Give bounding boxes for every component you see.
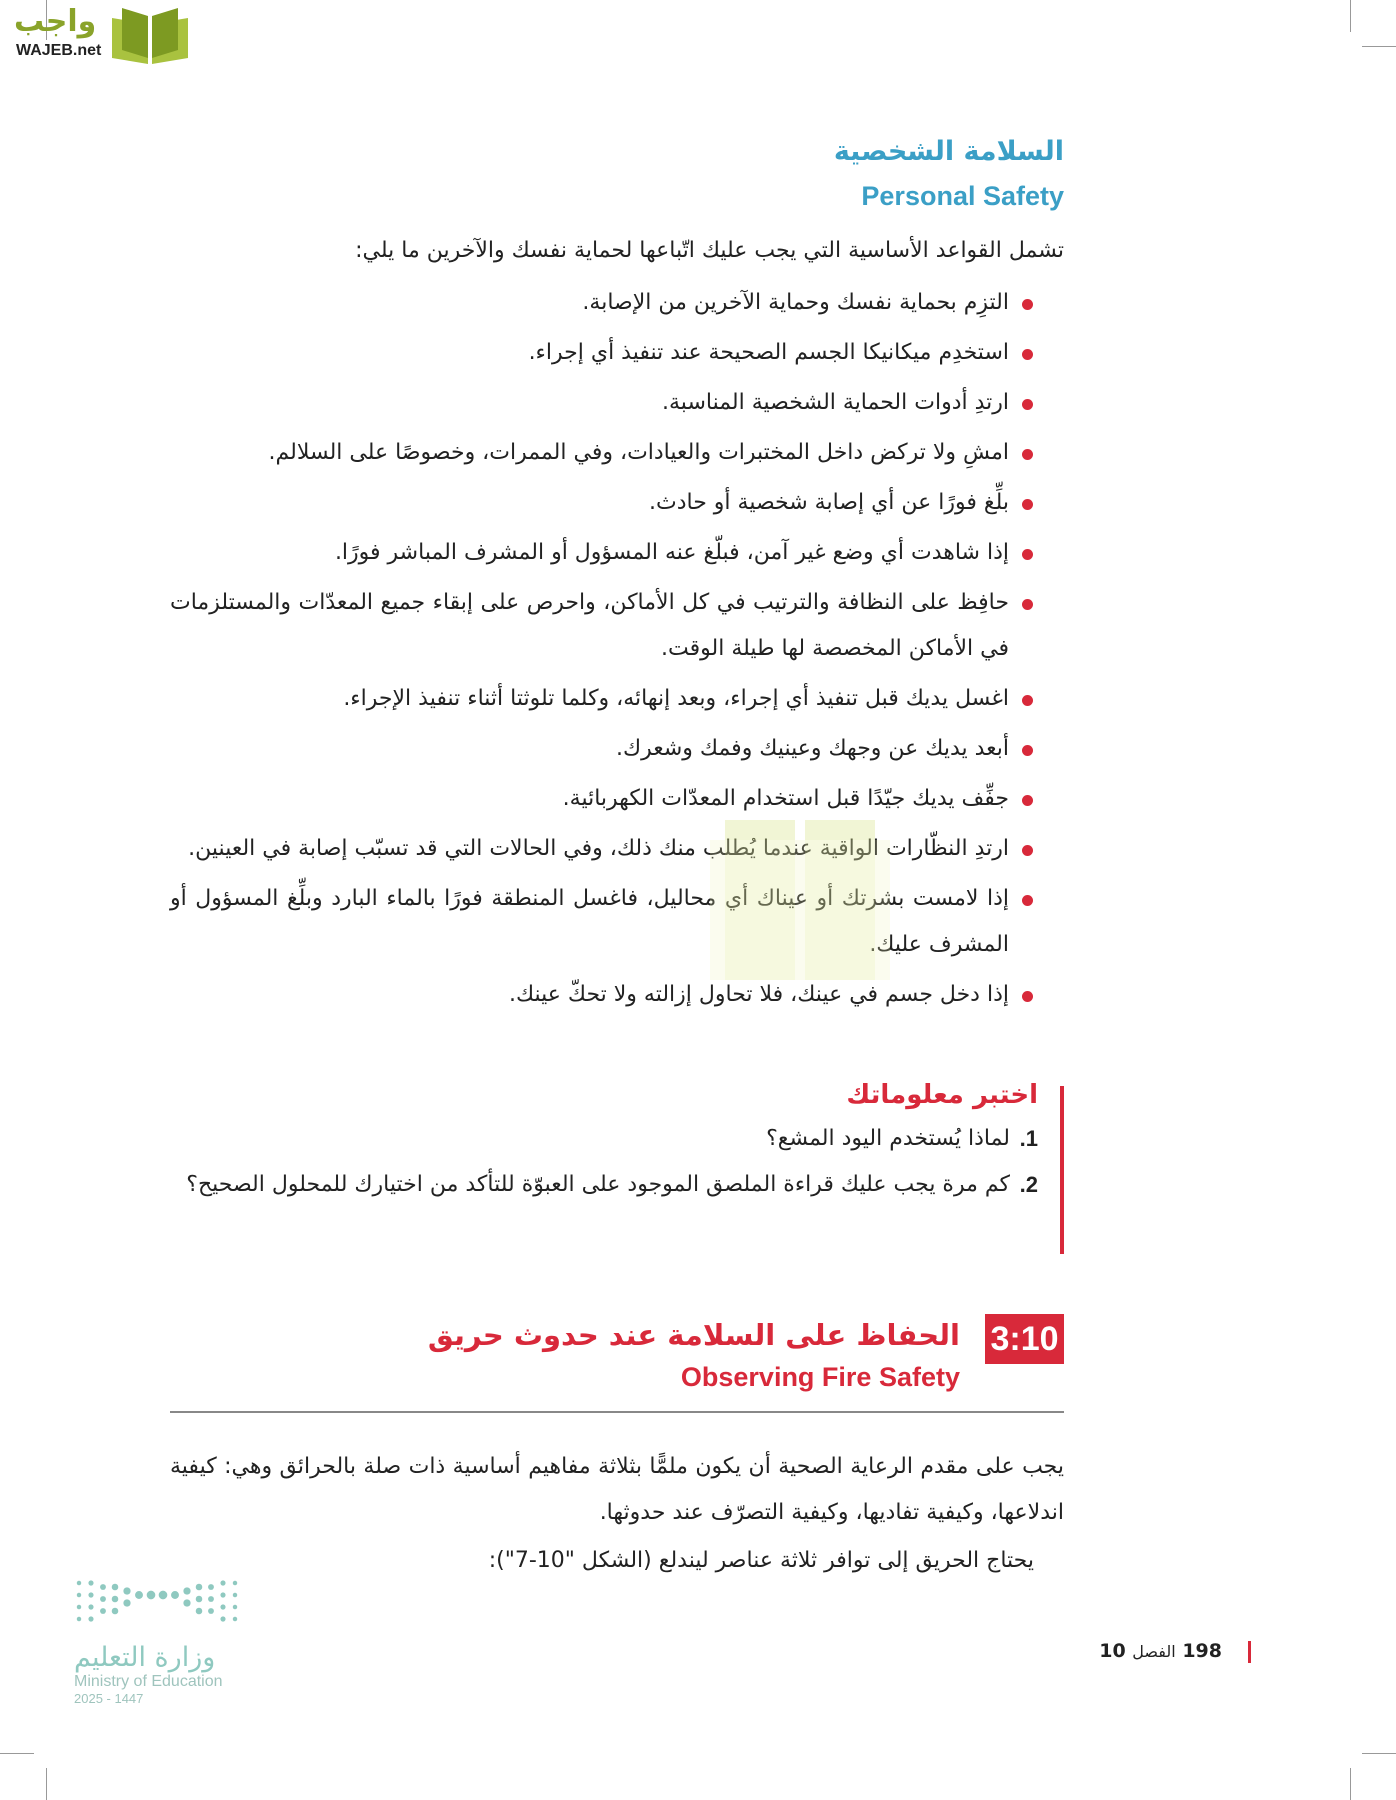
chapter-number: 10 (1099, 1640, 1126, 1662)
ministry-year: 2025 - 1447 (74, 1691, 144, 1706)
logo-dot (208, 1608, 214, 1614)
logo-dot (77, 1605, 81, 1609)
logo-dot (196, 1596, 203, 1603)
logo-dot (208, 1596, 214, 1602)
safety-rule (170, 480, 1035, 526)
fire-elements-text: يحتاج الحريق إلى توافر ثلاثة عناصر ليندلع (الشكل "10-7"): (488, 1548, 1034, 1573)
logo-dot (88, 1592, 93, 1597)
logo-dot (123, 1587, 130, 1594)
logo-dot (88, 1580, 93, 1585)
quiz-question (170, 1116, 1038, 1162)
bullet-icon (1022, 599, 1033, 610)
logo-dot (88, 1616, 93, 1621)
safety-rule (170, 380, 1035, 426)
logo-dot (100, 1584, 106, 1590)
safety-rule (170, 430, 1035, 476)
question-text: لماذا يُستخدم اليود المشع؟ (766, 1126, 1010, 1151)
safety-rule (170, 776, 1035, 822)
logo-dot (77, 1617, 81, 1621)
logo-dot (159, 1591, 168, 1600)
bullet-icon (1022, 549, 1033, 560)
intro-text: تشمل القواعد الأساسية التي يجب عليك اتّباعها لحماية نفسك والآخرين ما يلي: (355, 238, 1064, 263)
quiz-accent-bar (1060, 1086, 1064, 1254)
bullet-icon (1022, 991, 1033, 1002)
safety-rule (170, 876, 1035, 968)
open-book-icon (108, 6, 192, 66)
safety-rule-text: اغسل يديك قبل تنفيذ أي إجراء، وبعد إنهائه، وكلما تلوثتا أثناء تنفيذ الإجراء. (343, 686, 1009, 711)
logo-latin: WAJEB.net (16, 42, 102, 59)
safety-rule-text: إذا لامست بشرتك أو عيناك أي محاليل، فاغسل المنطقة فورًا بالماء البارد وبلِّغ المسؤول أو المشرف عليك. (170, 886, 1009, 957)
wajeb-logo[interactable] (8, 4, 193, 66)
section-title-arabic: الحفاظ على السلامة عند حدوث حريق (427, 1318, 960, 1352)
section-title-arabic: السلامة الشخصية (833, 136, 1064, 167)
safety-rules-list (170, 280, 1035, 1022)
logo-dot (220, 1592, 225, 1597)
question-number: 1. (1019, 1126, 1038, 1151)
fire-paragraph: يجب على مقدم الرعاية الصحية أن يكون ملمًّا بثلاثة مفاهيم أساسية ذات صلة بالحرائق وهي: كيفية اندلاعها، وكيفية تفاديها، وكيفية التصرّف عند حدوثها. (170, 1454, 1064, 1525)
quiz-box (170, 1080, 1064, 1208)
bullet-icon (1022, 795, 1033, 806)
quiz-question (170, 1162, 1038, 1208)
logo-dot (220, 1580, 225, 1585)
bullet-icon (1022, 895, 1033, 906)
footer-accent-bar (1248, 1641, 1251, 1663)
logo-dot (88, 1604, 93, 1609)
safety-rule (170, 330, 1035, 376)
logo-dot (233, 1617, 237, 1621)
logo-dot (112, 1596, 119, 1603)
question-number: 2. (1019, 1172, 1038, 1197)
logo-dot (233, 1581, 237, 1585)
logo-dot (77, 1581, 81, 1585)
section-number-badge: 3:10 (985, 1314, 1064, 1364)
logo-dot (220, 1604, 225, 1609)
safety-rule-text: إذا دخل جسم في عينك، فلا تحاول إزالته ولا تحكّ عينك. (508, 982, 1009, 1007)
safety-rule-text: بلِّغ فورًا عن أي إصابة شخصية أو حادث. (649, 490, 1009, 515)
safety-rule (170, 580, 1035, 672)
crop-mark (1362, 1753, 1396, 1754)
bullet-icon (1022, 499, 1033, 510)
ministry-logo (74, 1578, 254, 1706)
logo-dot (171, 1591, 179, 1599)
safety-rule (170, 530, 1035, 576)
logo-dot (183, 1599, 190, 1606)
logo-dot (208, 1584, 214, 1590)
bullet-icon (1022, 399, 1033, 410)
safety-rule (170, 726, 1035, 772)
bullet-icon (1022, 299, 1033, 310)
crop-mark (1362, 46, 1396, 47)
logo-dot (220, 1616, 225, 1621)
logo-dot (196, 1584, 203, 1591)
safety-rule (170, 826, 1035, 872)
crop-mark (1350, 1768, 1351, 1800)
ministry-name-english: Ministry of Education (74, 1673, 223, 1690)
logo-dot (147, 1591, 156, 1600)
section-divider (170, 1411, 1064, 1413)
crop-mark (1350, 0, 1351, 32)
safety-rule-text: إذا شاهدت أي وضع غير آمن، فبلّغ عنه المسؤول أو المشرف المباشر فورًا. (334, 540, 1009, 565)
safety-rule-text: التزِم بحماية نفسك وحماية الآخرين من الإصابة. (582, 290, 1009, 315)
safety-rule-text: امشِ ولا تركض داخل المختبرات والعيادات، وفي الممرات، وخصوصًا على السلالم. (268, 440, 1009, 465)
logo-dot (77, 1593, 81, 1597)
bullet-icon (1022, 695, 1033, 706)
bullet-icon (1022, 845, 1033, 856)
ministry-name-arabic: وزارة التعليم (74, 1642, 216, 1673)
quiz-title: اختبر معلوماتك (846, 1080, 1038, 1110)
page-footer (1099, 1640, 1222, 1662)
logo-dot (233, 1605, 237, 1609)
safety-rule-text: ارتدِ أدوات الحماية الشخصية المناسبة. (662, 390, 1009, 415)
bullet-icon (1022, 449, 1033, 460)
bullet-icon (1022, 349, 1033, 360)
chapter-label: الفصل (1132, 1642, 1176, 1661)
safety-rule-text: جفِّف يديك جيّدًا قبل استخدام المعدّات الكهربائية. (562, 786, 1009, 811)
logo-dot (123, 1599, 130, 1606)
bullet-icon (1022, 745, 1033, 756)
safety-rule (170, 972, 1035, 1018)
logo-dot (183, 1587, 190, 1594)
safety-rule-text: حافِظ على النظافة والترتيب في كل الأماكن، واحرص على إبقاء جميع المعدّات والمستلزمات في الأماكن المخصصة لها طيلة الوقت. (170, 590, 1009, 661)
logo-dot (233, 1593, 237, 1597)
question-text: كم مرة يجب عليك قراءة الملصق الموجود على العبوّة للتأكد من اختيارك للمحلول الصحيح؟ (186, 1172, 1010, 1197)
section-title-english: Observing Fire Safety (680, 1362, 960, 1392)
logo-dot (135, 1591, 143, 1599)
safety-rule-text: ارتدِ النظّارات الواقية عندما يُطلب منك ذلك، وفي الحالات التي قد تسبّب إصابة في العينين. (188, 836, 1009, 861)
logo-dot (112, 1584, 119, 1591)
logo-arabic: واجب (14, 4, 97, 39)
crop-mark (0, 1753, 34, 1754)
logo-dot (100, 1608, 106, 1614)
ministry-dots-icon (74, 1578, 244, 1638)
page-number: 198 (1182, 1640, 1222, 1662)
safety-rule (170, 676, 1035, 722)
safety-rule (170, 280, 1035, 326)
safety-rule-text: أبعد يديك عن وجهك وعينيك وفمك وشعرك. (615, 736, 1009, 761)
section-title-english: Personal Safety (861, 181, 1064, 211)
safety-rule-text: استخدِم ميكانيكا الجسم الصحيحة عند تنفيذ أي إجراء. (528, 340, 1009, 365)
crop-mark (46, 1768, 47, 1800)
logo-dot (196, 1608, 203, 1615)
logo-dot (100, 1596, 106, 1602)
logo-dot (112, 1608, 119, 1615)
